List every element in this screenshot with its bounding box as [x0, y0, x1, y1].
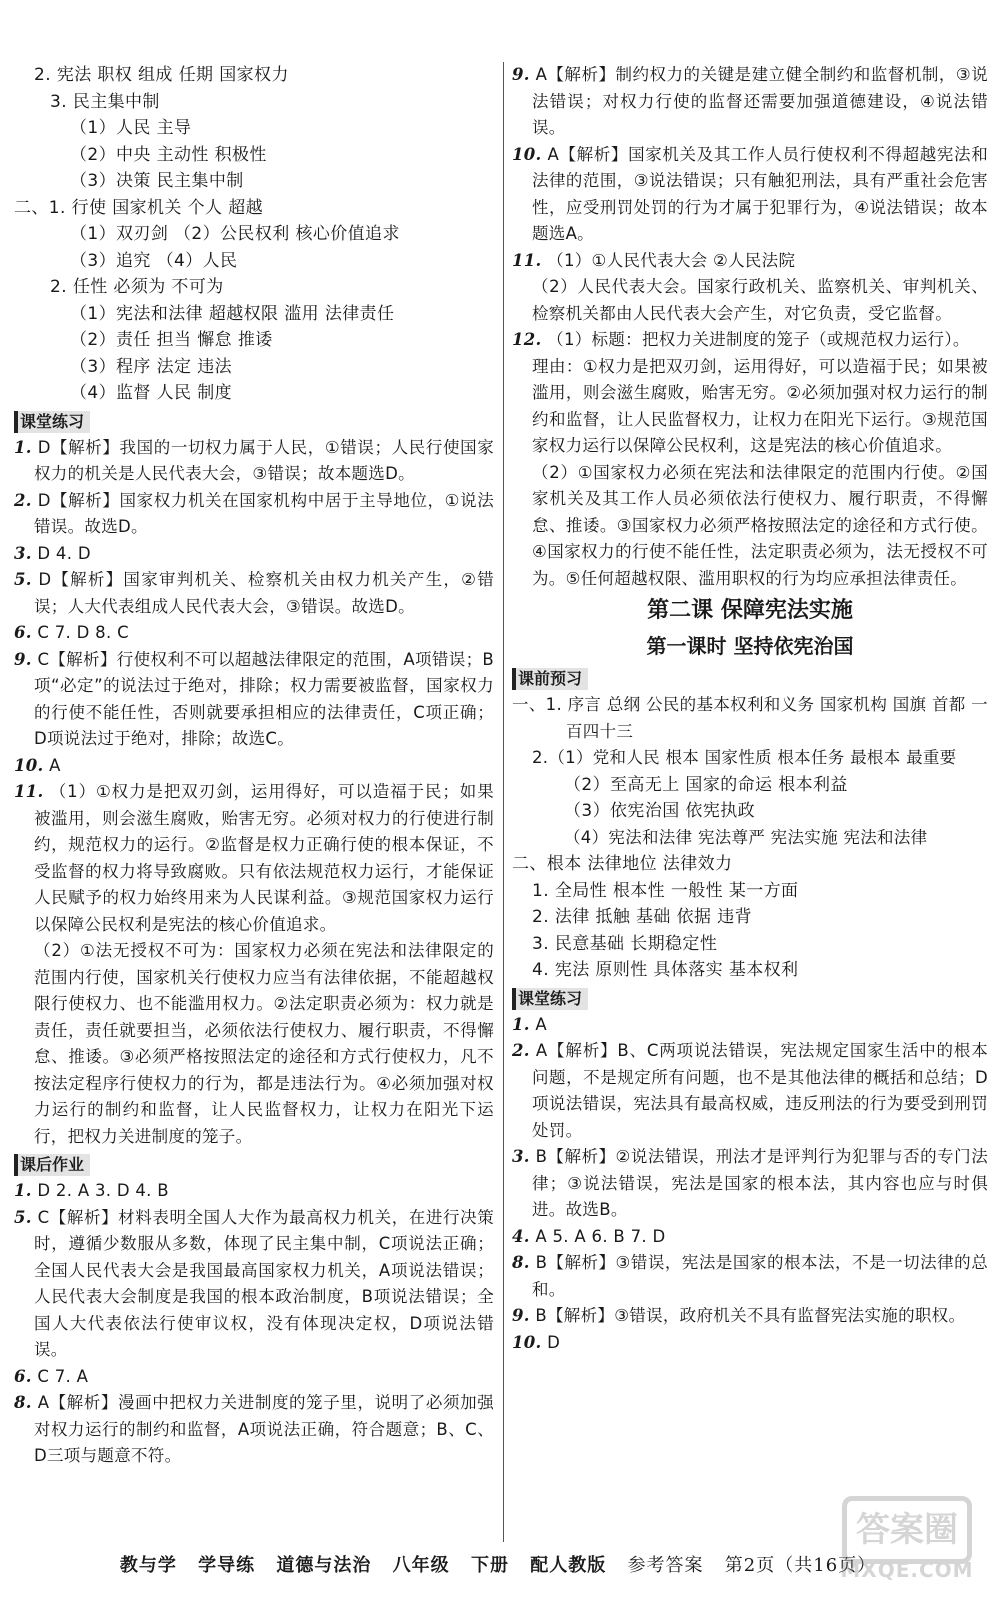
question-number: 1. [512, 1014, 530, 1034]
answer-item [14, 488, 494, 541]
answer-line: （3）程序 法定 违法 [70, 356, 233, 377]
answer-text: D【解析】我国的一切权力属于人民，①错误；人民行使国家权力的机关是人民代表大会，③错误；故本题选D。 [34, 437, 495, 483]
answer-item [14, 753, 494, 780]
answer-line: 1. 全局性 根本性 一般性 某一方面 [532, 880, 799, 901]
question-number: 5. [14, 570, 32, 589]
answer-line: （4）监督 人民 制度 [70, 383, 233, 403]
footer-label: 参考答案 [627, 1555, 704, 1576]
answer-paragraph: 理由：①权力是把双刃剑，运用得好，可以造福于民；如果被滥用，则会滋生腐败，贻害无穷。②必须加强对权力运行的制约和监督，让人民监督权力，让权力在阳光下运行。③规范国家权力运行以保障公民权利，这是宪法的核心价值追求。 [532, 356, 988, 455]
answer-line: 2. 法律 抵触 基础 依据 违背 [532, 907, 753, 927]
answer-item [512, 1224, 988, 1251]
question-number: 5. [14, 1207, 32, 1227]
question-number: 12. [512, 330, 542, 349]
answer-text: A [49, 755, 61, 775]
answer-item [512, 142, 988, 248]
answer-item [512, 62, 988, 142]
answer-line: 3. 民意基础 长期稳定性 [532, 933, 718, 954]
question-number: 10. [512, 144, 542, 164]
answer-item [14, 435, 494, 488]
answer-text: C【解析】行使权利不可以超越法律限定的范围，A项错误；B项“必定”的说法过于绝对，排除；权力需要被监督，国家权力的行使不能任性，否则就要承担相应的法律责任，C项正确；D项说法过于绝对，排除；故选C。 [34, 649, 494, 748]
question-number: 9. [512, 1306, 530, 1325]
lesson-title: 第二课 保障宪法实施 [647, 597, 853, 623]
answer-line: （3）追究 （4）人民 [70, 250, 238, 271]
answer-line: （2）责任 担当 懈怠 推诿 [70, 330, 273, 350]
watermark-logo [832, 1492, 982, 1588]
question-number: 3. [512, 1147, 530, 1166]
answer-item [512, 1330, 988, 1357]
answer-item [14, 567, 494, 620]
question-number: 2. [14, 490, 32, 510]
footer-grade: 八年级 [392, 1555, 450, 1576]
footer-series: 学导练 [198, 1555, 256, 1576]
answer-line: （1）人民 主导 [70, 118, 192, 138]
answer-line: 4. 宪法 原则性 具体落实 基本权利 [532, 960, 799, 980]
question-number: 6. [14, 623, 32, 642]
right-column [512, 62, 988, 1356]
section-heading: 课后作业 [14, 1154, 90, 1176]
question-number: 8. [512, 1253, 530, 1272]
answer-line: 2. 宪法 职权 组成 任期 国家权力 [34, 65, 289, 85]
answer-text: （1）①人民代表大会 ②人民法院 [547, 250, 796, 270]
answer-line: （3）决策 民主集中制 [70, 171, 244, 191]
answer-item [512, 1250, 988, 1303]
answer-line: （3）依宪治国 依宪执政 [564, 801, 756, 821]
question-number: 10. [14, 755, 44, 775]
answer-item [14, 1178, 494, 1205]
answer-text: B【解析】③错误，宪法是国家的根本法，不是一切法律的总和。 [532, 1253, 988, 1299]
answer-text: A【解析】制约权力的关键是建立健全制约和监督机制，③说法错误；对权力行使的监督还需要加强道德建设，④说法错误。 [532, 65, 988, 137]
answer-text: （1）标题：把权力关进制度的笼子（或规范权力运行）。 [547, 330, 970, 349]
answer-item [512, 1303, 988, 1330]
answer-line: （4）宪法和法律 宪法尊严 宪法实施 宪法和法律 [564, 827, 928, 847]
watermark-logo-text: 答案圈 [842, 1496, 972, 1564]
question-number: 11. [14, 782, 44, 801]
answer-item [14, 1205, 494, 1364]
footer-term: 下册 [470, 1555, 509, 1576]
answer-item [14, 779, 494, 938]
answer-item [14, 541, 494, 568]
answer-line: 3. 民主集中制 [50, 91, 160, 112]
answer-item [14, 1364, 494, 1391]
answer-line: 二、根本 法律地位 法律效力 [512, 854, 733, 874]
answer-item [14, 647, 494, 753]
question-number: 6. [14, 1366, 32, 1386]
answer-text: A【解析】B、C两项说法错误，宪法规定国家生活中的根本问题，不是规定所有问题，也不是其他法律的概括和总结；D项说法错误，宪法具有最高权威，违反刑法的行为要受到刑罚处罚。 [532, 1041, 988, 1140]
answer-paragraph: （2）人民代表大会。国家行政机关、监察机关、审判机关、检察机关都由人民代表大会产生，对它负责，受它监督。 [532, 277, 988, 323]
question-number: 2. [512, 1041, 530, 1060]
section-heading: 课堂练习 [512, 988, 588, 1010]
answer-text: D 2. A 3. D 4. B [37, 1181, 169, 1200]
watermark-url: MXQE.COM [840, 1558, 974, 1582]
question-number: 10. [512, 1332, 542, 1352]
footer-brand: 教与学 [119, 1555, 177, 1576]
answer-text: C 7. D 8. C [37, 623, 129, 642]
answer-item [512, 1038, 988, 1144]
answer-line: 2. 任性 必须为 不可为 [50, 277, 224, 297]
answer-line: 二、1. 行使 国家机关 个人 超越 [14, 197, 264, 218]
answer-line: （1）双刃剑 （2）公民权利 核心价值追求 [70, 224, 400, 244]
answer-text: D【解析】国家审判机关、检察机关由权力机关产生，②错误；人大代表组成人民代表大会，③错误。故选D。 [34, 570, 494, 616]
section-heading: 课堂练习 [14, 411, 90, 433]
answer-item [512, 1144, 988, 1224]
answer-text: B【解析】③错误，政府机关不具有监督宪法实施的职权。 [535, 1306, 966, 1325]
answer-line: 2.（1）党和人民 根本 国家性质 根本任务 最根本 最重要 [532, 748, 957, 767]
answer-text: C 7. A [37, 1366, 89, 1386]
left-column [14, 62, 494, 1470]
answer-item [512, 248, 988, 275]
answer-paragraph: （2）①法无授权不可为：国家权力必须在宪法和法律限定的范围内行使，国家机关行使权力应当有法律依据，不能超越权限行使权力、也不能滥用权力。②法定职责必须为：权力就是责任，责任就要担当，必须依法行使权力、履行职责，不得懈怠、推诿。③必须严格按照法定的途径和方式行使权力，凡不按法定程序行使权力的行为，都是违法行为。④必须加强对权力运行的制约和监督，让人民监督权力，让权力在阳光下运行，把权力关进制度的笼子。 [34, 941, 494, 1146]
answer-text: A【解析】国家机关及其工作人员行使权利不得超越宪法和法律的范围，③说法错误；只有触犯刑法，具有严重社会危害性，应受刑罚处罚的行为才属于犯罪行为，④说法错误；故本题选A。 [532, 144, 988, 243]
answer-text: （1）①权力是把双刃剑，运用得好，可以造福于民；如果被滥用，则会滋生腐败，贻害无穷。必须对权力的行使进行制约，规范权力的运行。②监督是权力正确行使的根本保证，不受监督的权力将导致腐败。只有依法规范权力运行，才能保证人民赋予的权力始终用来为人民谋利益。③规范国家权力运行以保障公民权利是宪法的核心价值追求。 [34, 782, 494, 934]
footer-subject: 道德与法治 [276, 1555, 372, 1576]
question-number: 9. [512, 65, 530, 84]
answer-text: A 5. A 6. B 7. D [535, 1226, 666, 1246]
question-number: 9. [14, 649, 32, 669]
question-number: 11. [512, 250, 542, 270]
answer-text: A【解析】漫画中把权力关进制度的笼子里，说明了必须加强对权力运行的制约和监督，A项说法正确，符合题意；B、C、D三项与题意不符。 [34, 1393, 495, 1465]
answer-text: B【解析】②说法错误，刑法才是评判行为犯罪与否的专门法律；③说法错误，宪法是国家的根本法，其内容也应与时俱进。故选B。 [532, 1147, 988, 1219]
lesson-title: 第一课时 坚持依宪治国 [646, 634, 854, 658]
question-number: 1. [14, 437, 32, 457]
answer-text: D【解析】国家权力机关在国家机构中居于主导地位，①说法错误。故选D。 [34, 490, 495, 536]
column-divider [503, 62, 504, 1542]
answer-item [14, 1390, 494, 1470]
answer-text: D 4. D [37, 543, 91, 563]
section-heading: 课前预习 [512, 668, 588, 690]
question-number: 8. [14, 1393, 32, 1412]
answer-item [14, 620, 494, 647]
question-number: 1. [14, 1181, 32, 1200]
page-number: 第2页（共16页） [724, 1555, 877, 1576]
answer-item [512, 1012, 988, 1039]
answer-paragraph: （2）①国家权力必须在宪法和法律限定的范围内行使。②国家机关及其工作人员必须依法行使权力、履行职责，不得懈怠、推诿。③国家权力必须严格按照法定的途径和方式行使。④国家权力的行使不能任性，法定职责必须为，法无授权不可为。⑤任何超越权限、滥用职权的行为均应承担法律责任。 [532, 462, 988, 588]
question-number: 3. [14, 543, 32, 563]
answer-line: （2）至高无上 国家的命运 根本利益 [564, 774, 848, 795]
answer-text: A [535, 1014, 547, 1034]
answer-line: （1）宪法和法律 超越权限 滥用 法律责任 [70, 303, 395, 324]
footer-edition: 配人教版 [530, 1555, 607, 1576]
answer-text: C【解析】材料表明全国人大作为最高权力机关，在进行决策时，遵循少数服从多数，体现了民主集中制，C项说法正确；全国人民代表大会是我国最高国家权力机关，A项说法错误；人民代表大会制度是我国的根本政治制度，B项说法错误；全国人大代表依法行使审议权，没有体现决定权，D项说法错误。 [34, 1207, 494, 1359]
answer-line: 一、1. 序言 总纲 公民的基本权利和义务 国家机构 国旗 首都 一百四十三 [512, 695, 988, 741]
answer-text: D [547, 1332, 561, 1352]
question-number: 4. [512, 1226, 530, 1246]
answer-item [512, 327, 988, 354]
answer-line: （2）中央 主动性 积极性 [70, 144, 267, 165]
